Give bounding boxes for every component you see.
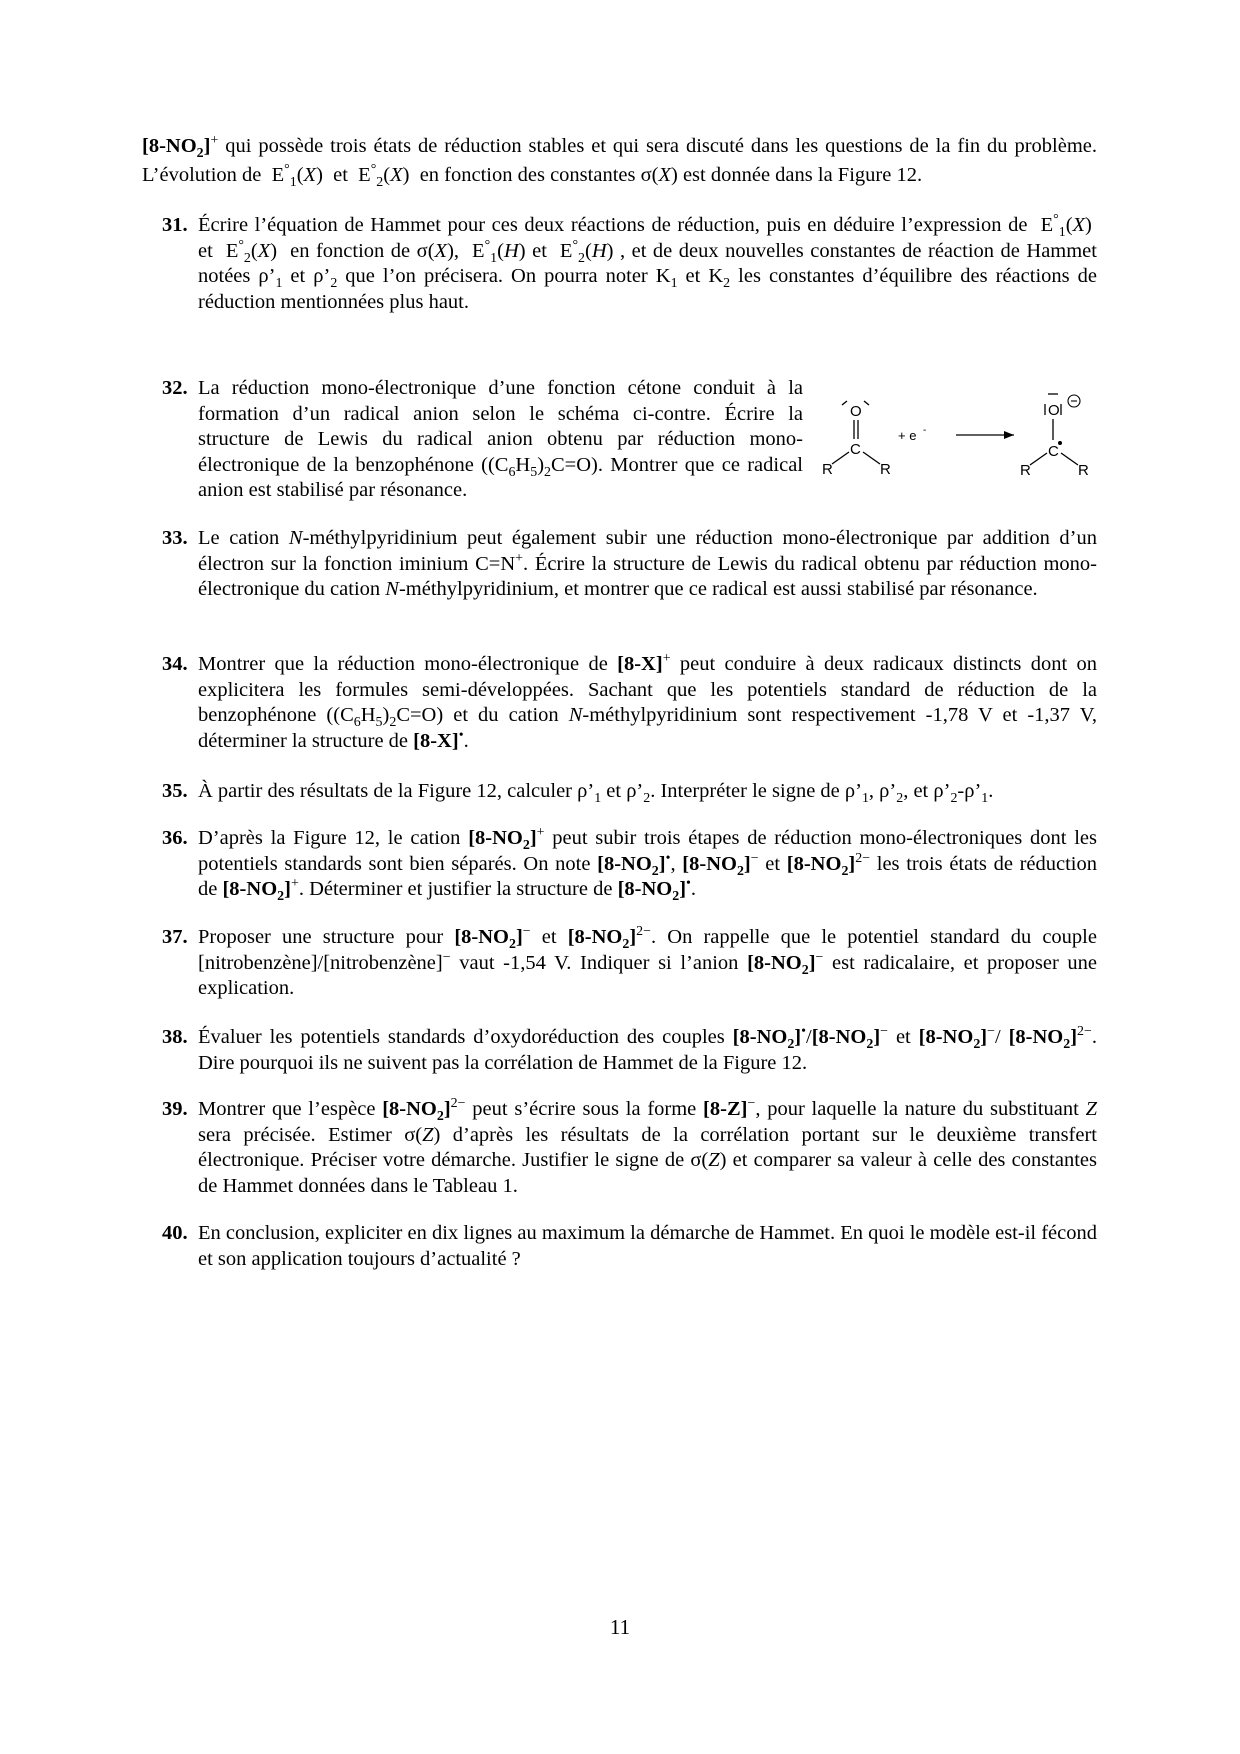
r-group: R [1020, 462, 1031, 479]
r-group: R [1078, 462, 1089, 479]
question-36 [142, 826, 1097, 903]
question-33 [142, 526, 1097, 603]
r-group: R [822, 461, 833, 478]
question-number: 33. [162, 527, 188, 549]
bond-line [863, 452, 880, 464]
question-37 [142, 925, 1097, 1002]
question-text: Le cation N-méthylpyridinium peut également subir une réduction mono-électronique par addition d’un électron sur la fonction iminium C=N+. Écrire la structure de Lewis du radical obtenu par réduction mono-électronique du cation N-méthylpyridinium, et montrer que ce radical est aussi stabilisé par résonance. [198, 527, 1098, 600]
page-number: 11 [609, 1615, 631, 1639]
question-text: Montrer que la réduction mono-électronique de [8-X]+ peut conduire à deux radicaux distincts dont on explicitera les formules semi-développées. Sachant que les potentiels standard de réduction de la benzophénone $((C_6H_5)_2C=O)$ et du cation N-méthylpyridinium sont respectivement -1,78 V et -1,37 V, déterminer la structure de [8-X]•. [198, 651, 1097, 752]
carbon-atom-left: C [850, 441, 861, 458]
question-number: 35. [162, 780, 188, 802]
question-number: 40. [162, 1222, 188, 1244]
electron-label: + e [898, 428, 917, 443]
electron-charge: - [923, 425, 927, 436]
question-35 [142, 779, 1097, 805]
question-number: 34. [162, 653, 188, 675]
question-text: D’après la Figure 12, le cation $[8-NO_2]^+$ peut subir trois étapes de réduction mono-électroniques dont les potentiels standards sont bien séparés. On note $[8-NO_2]^•$, $[8-NO_2]^-$ et $[8-NO_2]^{2-}$ les trois états de réduction de $[8-NO_2]^+$. Déterminer et justifier la structure de $[8-NO_2]^•$. [198, 825, 1098, 905]
species-label: $[8-NO_2]$ [142, 135, 211, 162]
arrow-head [1004, 431, 1014, 439]
bond-line [1061, 453, 1078, 465]
question-number: 31. [162, 214, 188, 236]
carbon-atom-right: C [1048, 443, 1059, 460]
intro-text: qui possède trois états de réduction stables et qui sera discuté dans les questions de la fin du problème. L’évolution de $E^\circ_1(X)$ et $E^\circ_2(X)$ en fonction des constantes σ(X) est donnée dans la Figure 12. [142, 135, 1097, 191]
oxygen-atom-left: O [850, 403, 862, 420]
question-text: Proposer une structure pour $[8-NO_2]^-$ et $[8-NO_2]^{2-}$. On rappelle que le potentiel standard du couple [nitrobenzène]/[nitrobenzène]− vaut -1,54 V. Indiquer si l’anion $[8-NO_2]^-$ est radicalaire, et proposer une explication. [198, 924, 1097, 999]
oxygen-atom-right: O [1048, 402, 1060, 419]
bond-line [1030, 453, 1047, 465]
r-group: R [880, 461, 891, 478]
question-number: 38. [162, 1026, 188, 1048]
question-38 [142, 1025, 1097, 1076]
question-number: 39. [162, 1098, 188, 1120]
question-text: À partir des résultats de la Figure 12, calculer $\rho’_1$ et $\rho’_2$. Interpréter le signe de $\rho’_1$, $\rho’_2$, et $\rho’_2-\rho’_1$. [198, 780, 994, 807]
question-text: En conclusion, expliciter en dix lignes au maximum la démarche de Hammet. En quoi le modèle est-il fécond et son application toujours d’actualité ? [198, 1222, 1097, 1270]
question-number: 32. [162, 377, 188, 399]
intro-paragraph: $[8-NO_2]^+$ qui possède trois états de réduction stables et qui sera discuté dans les questions de la fin du problème. L’évolution de $E^\circ_1(X)$ et $E^\circ_2(X)$ en fonction des constantes σ(X) est donnée dans la Figure 12. [142, 133, 1097, 191]
question-31 [142, 213, 1097, 315]
question-number: 36. [162, 827, 188, 849]
question-34 [142, 652, 1097, 754]
question-number: 37. [162, 926, 188, 948]
bond-line [832, 452, 849, 464]
question-text: Évaluer les potentiels standards d’oxydoréduction des couples $[8-NO_2]^•/[8-NO_2]^-$ et $[8-NO_2]^-/$ $[8-NO_2]^{2-}$. Dire pourquoi ils ne suivent pas la corrélation de Hammet de la Figure 12. [198, 1024, 1098, 1074]
ketone-reduction-scheme [818, 392, 1103, 492]
question-text: Montrer que l’espèce $[8-NO_2]^{2-}$ peut s’écrire sous la forme [8-Z]−, pour laquelle la nature du substituant Z sera précisée. Estimer σ(Z) d’après les résultats de la corrélation portant sur le deuxième transfert électronique. Préciser votre démarche. Justifier le signe de σ(Z) et comparer sa valeur à celle des constantes de Hammet données dans le Tableau 1. [198, 1096, 1098, 1197]
question-40 [142, 1221, 1097, 1272]
question-39 [142, 1097, 1097, 1199]
question-text: Écrire l’équation de Hammet pour ces deux réactions de réduction, puis en déduire l’expression de $E^\circ_1(X)$ et $E^\circ_2(X)$ en fonction de σ(X), $E^\circ_1(H)$ et $E^\circ_2(H)$ , et de deux nouvelles constantes de réaction de Hammet notées $\rho’_1$ et $\rho’_2$ que l’on précisera. On pourra noter $K_1$ et $K_2$ les constantes d’équilibre des réactions de réduction mentionnées plus haut. [198, 212, 1097, 313]
question-text: La réduction mono-électronique d’une fonction cétone conduit à la formation d’un radical anion selon le schéma ci-contre. Écrire la structure de Lewis du radical anion obtenu par réduction mono-électronique de la benzophénone $((C_6H_5)_2C=O)$. Montrer que ce radical anion est stabilisé par résonance. [198, 377, 803, 501]
